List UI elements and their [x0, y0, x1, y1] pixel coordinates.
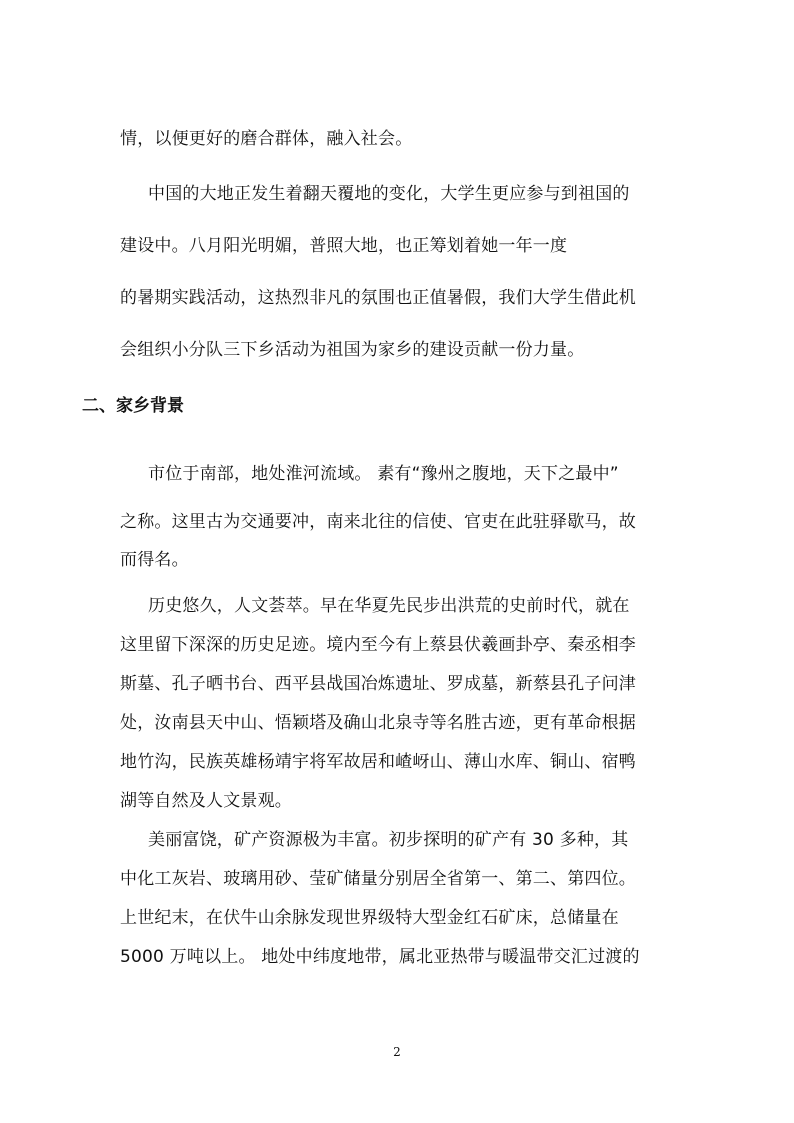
text-line: 处，汝南县天中山、悟颖塔及确山北泉寺等名胜古迹，更有革命根据: [120, 713, 636, 733]
text-line: 美丽富饶，矿产资源极为丰富。初步探明的矿产有 30 多种，其: [148, 830, 629, 850]
text-line: 5000 万吨以上。 地处中纬度地带，属北亚热带与暖温带交汇过渡的: [120, 947, 640, 967]
text-line: 中国的大地正发生着翻天覆地的变化，大学生更应参与到祖国的: [148, 184, 630, 204]
text-line: 斯墓、孔子晒书台、西平县战国冶炼遗址、罗成墓，新蔡县孔子问津: [120, 674, 636, 694]
text-line: 湖等自然及人文景观。: [120, 791, 292, 811]
text-line: 建设中。八月阳光明媚，普照大地，也正筹划着她一年一度: [120, 236, 568, 256]
section-heading: 二、家乡背景: [82, 396, 184, 416]
text-line: 这里留下深深的历史足迹。境内至今有上蔡县伏羲画卦亭、秦丞相李: [120, 635, 636, 655]
page-number: 2: [393, 1045, 401, 1059]
text-line: 之称。这里古为交通要冲，南来北往的信使、官吏在此驻驿歇马，故: [120, 512, 636, 532]
text-line: 地竹沟，民族英雄杨靖宇将军故居和嵖岈山、薄山水库、铜山、宿鸭: [120, 752, 636, 772]
text-line: 情，以便更好的磨合群体，融入社会。: [120, 129, 413, 149]
text-line: 的暑期实践活动，这热烈非凡的氛围也正值暑假，我们大学生借此机: [120, 288, 636, 308]
text-line: 上世纪末，在伏牛山余脉发现世界级特大型金红石矿床，总储量在: [120, 908, 619, 928]
text-line: 中化工灰岩、玻璃用砂、莹矿储量分别居全省第一、第二、第四位。: [120, 869, 636, 889]
text-line: 会组织小分队三下乡活动为祖国为家乡的建设贡献一份力量。: [120, 340, 585, 360]
text-line: 而得名。: [120, 550, 189, 570]
text-line: 历史悠久，人文荟萃。早在华夏先民步出洪荒的史前时代，就在: [148, 596, 630, 616]
text-line: 市位于南部，地处淮河流域。 素有“豫州之腹地，天下之最中”: [148, 464, 619, 484]
